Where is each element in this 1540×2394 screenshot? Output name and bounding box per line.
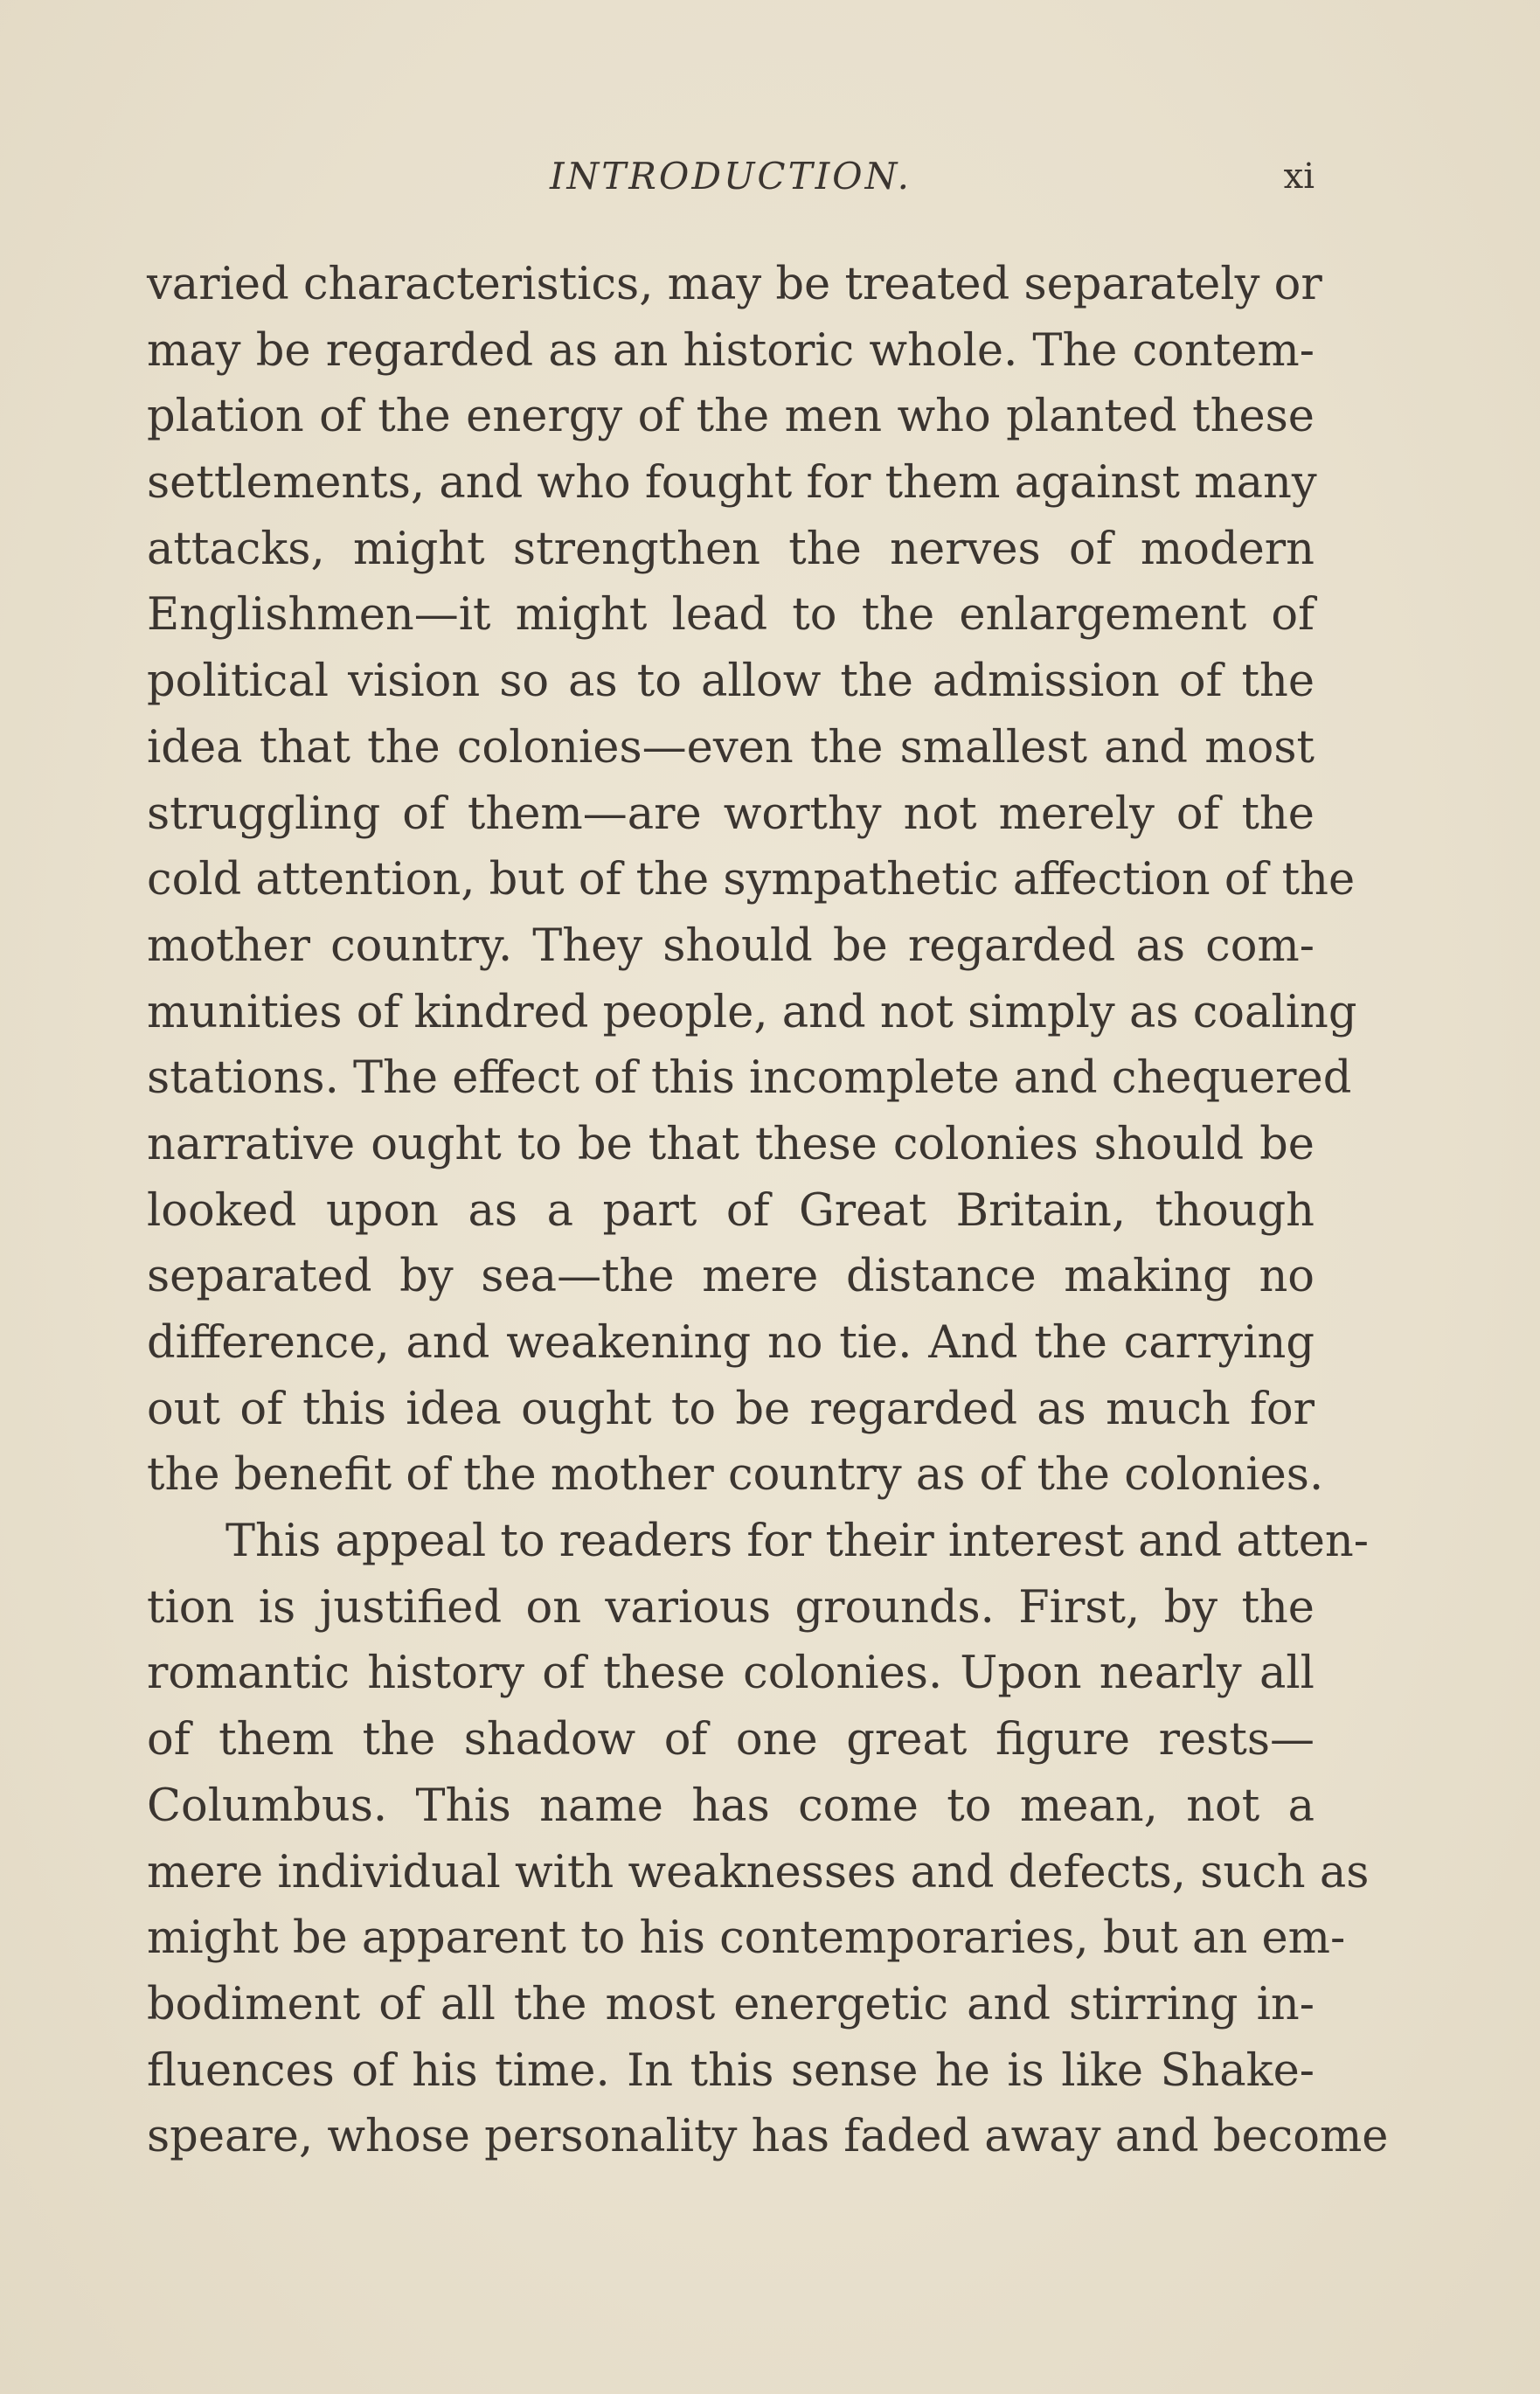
text-line: bodiment of all the most energetic and stirring in- — [147, 1978, 1315, 2030]
paragraph-1 — [147, 252, 1357, 1509]
text-line: fluences of his time. In this sense he is like Shake- — [147, 2044, 1315, 2097]
body-text — [147, 252, 1389, 2170]
paragraph-2 — [147, 1509, 1389, 2170]
text-line: Columbus. This name has come to mean, not a — [147, 1780, 1315, 1832]
text-line: the benefit of the mother country as of the colonies. — [147, 1449, 1324, 1502]
text-line: cold attention, but of the sympathetic affection of the — [147, 854, 1356, 906]
text-line: separated by sea—the mere distance making no — [147, 1251, 1315, 1303]
text-line: This appeal to readers for their interest and atten- — [225, 1516, 1369, 1568]
text-line: munities of kindred people, and not simply as coaling — [147, 986, 1357, 1038]
text-line: looked upon as a part of Great Britain, though — [147, 1184, 1315, 1237]
text-line: attacks, might strengthen the nerves of modern — [147, 523, 1315, 575]
running-title: INTRODUCTION. — [549, 155, 912, 198]
text-line: plation of the energy of the men who planted these — [147, 391, 1315, 443]
text-line: tion is justified on various grounds. First, by the — [147, 1581, 1315, 1634]
text-line: mere individual with weaknesses and defects, such as — [147, 1846, 1370, 1898]
text-line: may be regarded as an historic whole. The contem- — [147, 324, 1315, 377]
text-line: of them the shadow of one great figure rests— — [147, 1714, 1315, 1766]
page-number: xi — [1283, 156, 1315, 197]
text-line: stations. The effect of this incomplete and chequered — [147, 1052, 1352, 1105]
text-line: might be apparent to his contemporaries, but an em- — [147, 1912, 1346, 1965]
text-line: out of this idea ought to be regarded as much for — [147, 1383, 1315, 1435]
text-line: mother country. They should be regarded as com- — [147, 919, 1315, 972]
text-line: narrative ought to be that these colonies should be — [147, 1118, 1315, 1170]
text-line: varied characteristics, may be treated separately or — [147, 259, 1322, 310]
running-head — [147, 150, 1315, 203]
text-line: difference, and weakening no tie. And the carrying — [147, 1317, 1315, 1369]
text-line: speare, whose personality has faded away and become — [147, 2111, 1389, 2163]
text-line: settlements, and who fought for them against many — [147, 457, 1317, 510]
text-line: Englishmen—it might lead to the enlargement of — [147, 589, 1315, 642]
text-line: political vision so as to allow the admission of the — [147, 656, 1315, 708]
text-line: struggling of them—are worthy not merely of the — [147, 788, 1315, 840]
text-line: romantic history of these colonies. Upon nearly all — [147, 1648, 1315, 1700]
text-line: idea that the colonies—even the smallest and most — [147, 721, 1315, 774]
